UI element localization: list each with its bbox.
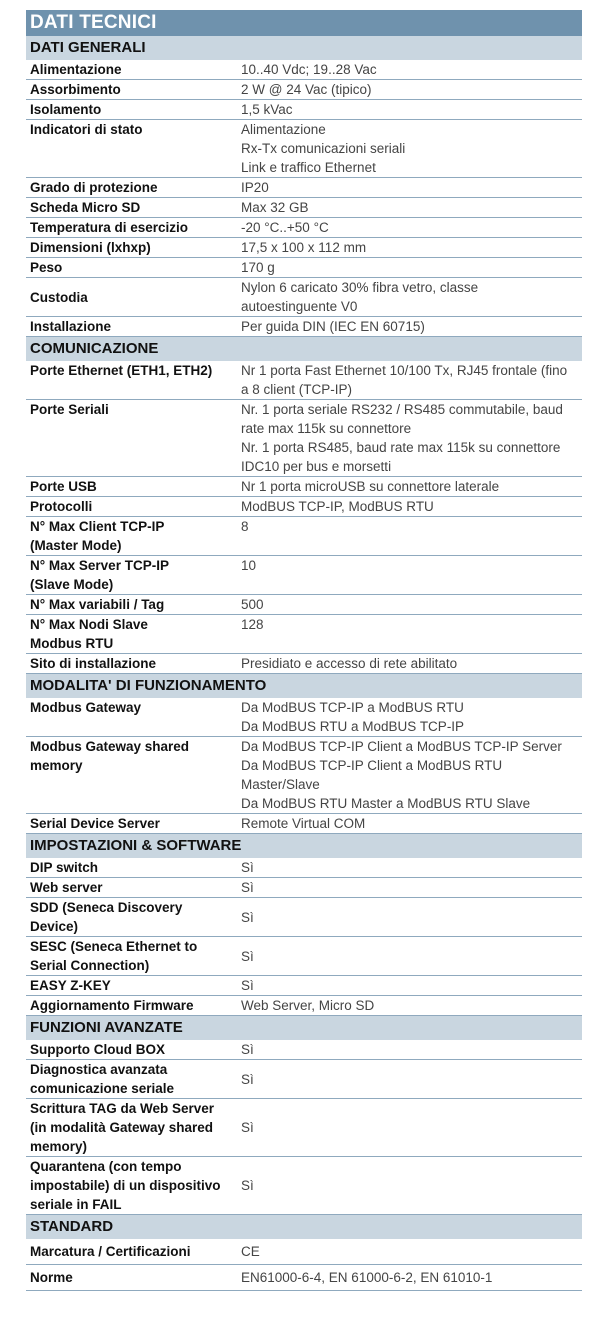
spec-value-line: 10..40 Vdc; 19..28 Vac — [241, 62, 377, 77]
spec-row — [26, 120, 582, 178]
spec-label-line: Custodia — [30, 289, 88, 305]
spec-value — [231, 517, 582, 555]
spec-value-line: ModBUS TCP-IP, ModBUS RTU — [241, 499, 434, 514]
spec-label-line: (Master Mode) — [30, 538, 122, 553]
spec-value — [231, 1060, 582, 1098]
spec-label-line: DIP switch — [30, 860, 99, 875]
spec-value — [231, 497, 582, 516]
spec-label — [26, 858, 231, 877]
section-heading: STANDARD — [26, 1215, 582, 1239]
spec-value — [231, 1099, 582, 1156]
spec-label — [26, 654, 231, 673]
spec-label — [26, 595, 231, 614]
spec-label-line: impostabile) di un dispositivo — [30, 1178, 221, 1193]
spec-label-line: Peso — [30, 260, 63, 275]
spec-value-line: EN61000-6-4, EN 61000-6-2, EN 61010-1 — [241, 1270, 493, 1285]
spec-label — [26, 976, 231, 995]
spec-label — [26, 60, 231, 79]
spec-value — [231, 996, 582, 1015]
spec-value — [231, 120, 582, 177]
spec-label — [26, 477, 231, 496]
spec-value-line: Sì — [241, 880, 254, 895]
spec-value-line: Sì — [241, 909, 254, 925]
spec-value-line: Remote Virtual COM — [241, 816, 366, 831]
spec-label-line: Scrittura TAG da Web Server — [30, 1101, 215, 1116]
spec-row — [26, 615, 582, 654]
spec-value-line: a 8 client (TCP-IP) — [241, 382, 353, 397]
spec-value — [231, 878, 582, 897]
spec-label-line: Sito di installazione — [30, 656, 157, 671]
spec-label-line: Diagnostica avanzata — [30, 1062, 168, 1077]
spec-label-line: Aggiornamento Firmware — [30, 998, 194, 1013]
spec-label-line: N° Max Nodi Slave — [30, 617, 148, 632]
spec-value — [231, 1040, 582, 1059]
spec-value-line: Da ModBUS TCP-IP Client a ModBUS RTU Master/Slave — [241, 758, 503, 792]
spec-label-line: Norme — [30, 1270, 73, 1285]
spec-value — [231, 361, 582, 399]
spec-value-line: Da ModBUS TCP-IP Client a ModBUS TCP-IP Server — [241, 739, 562, 754]
spec-value-line: 10 — [241, 558, 257, 573]
spec-label-line: N° Max Server TCP-IP — [30, 558, 169, 573]
spec-row — [26, 595, 582, 615]
technical-data-sheet — [26, 10, 582, 1291]
spec-label-line: Device) — [30, 919, 79, 934]
spec-label — [26, 178, 231, 197]
spec-value-line: Sì — [241, 860, 254, 875]
spec-value-line: Per guida DIN (IEC EN 60715) — [241, 319, 425, 334]
spec-value-line: 8 — [241, 519, 249, 534]
spec-row — [26, 178, 582, 198]
spec-value-line: Nylon 6 caricato 30% fibra vetro, classe — [241, 280, 479, 295]
spec-row — [26, 400, 582, 477]
spec-value — [231, 278, 582, 316]
spec-label — [26, 1157, 231, 1214]
spec-row — [26, 477, 582, 497]
spec-label-line: Installazione — [30, 319, 112, 334]
spec-value-line: Sì — [241, 1178, 254, 1193]
spec-label — [26, 258, 231, 277]
spec-label — [26, 1040, 231, 1059]
spec-label-line: SDD (Seneca Discovery — [30, 900, 183, 915]
spec-value-line: Da ModBUS TCP-IP a ModBUS RTU — [241, 700, 464, 715]
spec-value — [231, 238, 582, 257]
spec-row — [26, 698, 582, 737]
spec-label — [26, 120, 231, 177]
spec-label-line: Web server — [30, 880, 103, 895]
spec-value-line: Max 32 GB — [241, 200, 309, 215]
spec-row — [26, 218, 582, 238]
spec-row — [26, 317, 582, 337]
spec-label — [26, 1265, 231, 1290]
spec-row — [26, 1265, 582, 1291]
spec-value-line: Sì — [241, 1120, 254, 1135]
spec-row — [26, 517, 582, 556]
spec-row — [26, 60, 582, 80]
spec-value — [231, 100, 582, 119]
spec-row — [26, 198, 582, 218]
spec-label — [26, 400, 231, 476]
spec-value — [231, 698, 582, 736]
spec-value — [231, 477, 582, 496]
spec-label — [26, 497, 231, 516]
spec-value-line: 17,5 x 100 x 112 mm — [241, 240, 367, 255]
spec-label — [26, 278, 231, 316]
spec-value — [231, 814, 582, 833]
spec-value-line: Alimentazione — [241, 122, 326, 137]
spec-label-line: Isolamento — [30, 102, 102, 117]
spec-label — [26, 1060, 231, 1098]
spec-label-line: N° Max Client TCP-IP — [30, 519, 165, 534]
spec-label — [26, 898, 231, 936]
spec-label-line: Porte USB — [30, 479, 97, 494]
spec-value-line: Presidiato e accesso di rete abilitato — [241, 656, 458, 671]
spec-value-line: -20 °C..+50 °C — [241, 220, 329, 235]
spec-row — [26, 1099, 582, 1157]
spec-label-line: Supporto Cloud BOX — [30, 1042, 165, 1057]
spec-label-line: EASY Z-KEY — [30, 978, 111, 993]
spec-value-line: IDC10 per bus e morsetti — [241, 459, 392, 474]
spec-value — [231, 198, 582, 217]
spec-label-line: Scheda Micro SD — [30, 200, 141, 215]
spec-row — [26, 1157, 582, 1215]
spec-label-line: memory — [30, 758, 83, 773]
spec-value-line: 2 W @ 24 Vac (tipico) — [241, 82, 372, 97]
section-heading: IMPOSTAZIONI & SOFTWARE — [26, 834, 582, 858]
spec-value-line: 128 — [241, 617, 264, 632]
spec-label-line: (in modalità Gateway shared — [30, 1120, 214, 1135]
spec-row — [26, 556, 582, 595]
spec-row — [26, 976, 582, 996]
spec-label-line: N° Max variabili / Tag — [30, 597, 165, 612]
spec-label — [26, 878, 231, 897]
spec-row — [26, 258, 582, 278]
sheet-title: DATI TECNICI — [26, 10, 582, 36]
section-heading: MODALITA' DI FUNZIONAMENTO — [26, 674, 582, 698]
spec-label-line: Indicatori di stato — [30, 122, 143, 137]
spec-row — [26, 497, 582, 517]
spec-row — [26, 996, 582, 1016]
spec-label-line: seriale in FAIL — [30, 1197, 122, 1212]
spec-label — [26, 317, 231, 336]
spec-value-line: Nr 1 porta Fast Ethernet 10/100 Tx, RJ45 frontale (fino — [241, 363, 568, 378]
spec-label — [26, 1099, 231, 1156]
spec-row — [26, 238, 582, 258]
spec-row — [26, 937, 582, 976]
spec-value-line: Sì — [241, 948, 254, 964]
spec-row — [26, 654, 582, 674]
spec-label — [26, 100, 231, 119]
spec-label-line: Serial Device Server — [30, 816, 160, 831]
spec-label — [26, 937, 231, 975]
spec-value-line: rate max 115k su connettore — [241, 421, 412, 436]
spec-row — [26, 1239, 582, 1265]
spec-value-line: Nr. 1 porta RS485, baud rate max 115k su connettore — [241, 440, 561, 455]
spec-label — [26, 238, 231, 257]
spec-value — [231, 258, 582, 277]
spec-label — [26, 361, 231, 399]
spec-value — [231, 976, 582, 995]
spec-label-line: Marcatura / Certificazioni — [30, 1244, 191, 1259]
spec-value-line: Web Server, Micro SD — [241, 998, 375, 1013]
spec-value — [231, 400, 582, 476]
spec-label — [26, 198, 231, 217]
spec-value-line: Da ModBUS RTU a ModBUS TCP-IP — [241, 719, 465, 734]
spec-row — [26, 100, 582, 120]
spec-value — [231, 615, 582, 653]
spec-value — [231, 178, 582, 197]
spec-label-line: Porte Ethernet (ETH1, ETH2) — [30, 363, 213, 378]
section-heading: FUNZIONI AVANZATE — [26, 1016, 582, 1040]
spec-value-line: Sì — [241, 1071, 254, 1087]
spec-label-line: Serial Connection) — [30, 958, 150, 973]
spec-value — [231, 858, 582, 877]
spec-value — [231, 60, 582, 79]
spec-row — [26, 858, 582, 878]
spec-label-line: Protocolli — [30, 499, 93, 514]
spec-label-line: Dimensioni (lxhxp) — [30, 240, 151, 255]
spec-label-line: Porte Seriali — [30, 402, 109, 417]
spec-label-line: Temperatura di esercizio — [30, 220, 189, 235]
spec-value — [231, 80, 582, 99]
spec-value — [231, 898, 582, 936]
spec-row — [26, 1060, 582, 1099]
spec-label-line: Alimentazione — [30, 62, 122, 77]
spec-value-line: IP20 — [241, 180, 269, 195]
spec-label-line: Quarantena (con tempo — [30, 1159, 182, 1174]
spec-label-line: Assorbimento — [30, 82, 121, 97]
spec-row — [26, 898, 582, 937]
spec-row — [26, 1040, 582, 1060]
spec-label-line: memory) — [30, 1139, 88, 1154]
spec-label — [26, 1239, 231, 1264]
spec-value — [231, 218, 582, 237]
spec-label-line: Modbus RTU — [30, 636, 114, 651]
spec-label — [26, 698, 231, 736]
spec-row — [26, 80, 582, 100]
spec-label — [26, 80, 231, 99]
spec-label-line: Modbus Gateway shared — [30, 739, 190, 754]
spec-label — [26, 615, 231, 653]
spec-label-line: Grado di protezione — [30, 180, 158, 195]
section-heading: COMUNICAZIONE — [26, 337, 582, 361]
spec-value-line: Nr. 1 porta seriale RS232 / RS485 commutabile, baud — [241, 402, 563, 417]
spec-label — [26, 737, 231, 813]
spec-value — [231, 737, 582, 813]
spec-row — [26, 278, 582, 317]
spec-value-line: Nr 1 porta microUSB su connettore laterale — [241, 479, 500, 494]
spec-value-line: Sì — [241, 978, 254, 993]
spec-label — [26, 517, 231, 555]
spec-value — [231, 556, 582, 594]
spec-label — [26, 218, 231, 237]
spec-value — [231, 937, 582, 975]
spec-value-line: 500 — [241, 597, 264, 612]
spec-label — [26, 556, 231, 594]
spec-row — [26, 361, 582, 400]
spec-value-line: 170 g — [241, 260, 275, 275]
spec-label-line: (Slave Mode) — [30, 577, 114, 592]
spec-label — [26, 814, 231, 833]
section-heading: DATI GENERALI — [26, 36, 582, 60]
spec-row — [26, 878, 582, 898]
spec-row — [26, 814, 582, 834]
spec-value — [231, 317, 582, 336]
spec-value-line: 1,5 kVac — [241, 102, 293, 117]
spec-value-line: Da ModBUS RTU Master a ModBUS RTU Slave — [241, 796, 531, 811]
spec-value — [231, 1239, 582, 1264]
spec-value — [231, 654, 582, 673]
spec-value-line: Rx-Tx comunicazioni seriali — [241, 141, 406, 156]
spec-value — [231, 595, 582, 614]
spec-value-line: CE — [241, 1244, 260, 1259]
spec-label-line: Modbus Gateway — [30, 700, 142, 715]
spec-value-line: Link e traffico Ethernet — [241, 160, 376, 175]
spec-value — [231, 1157, 582, 1214]
spec-value-line: autoestinguente V0 — [241, 299, 358, 314]
spec-label-line: SESC (Seneca Ethernet to — [30, 939, 198, 954]
spec-row — [26, 737, 582, 814]
spec-value — [231, 1265, 582, 1290]
spec-label — [26, 996, 231, 1015]
spec-value-line: Sì — [241, 1042, 254, 1057]
sections-container — [26, 36, 582, 1291]
spec-label-line: comunicazione seriale — [30, 1081, 175, 1096]
